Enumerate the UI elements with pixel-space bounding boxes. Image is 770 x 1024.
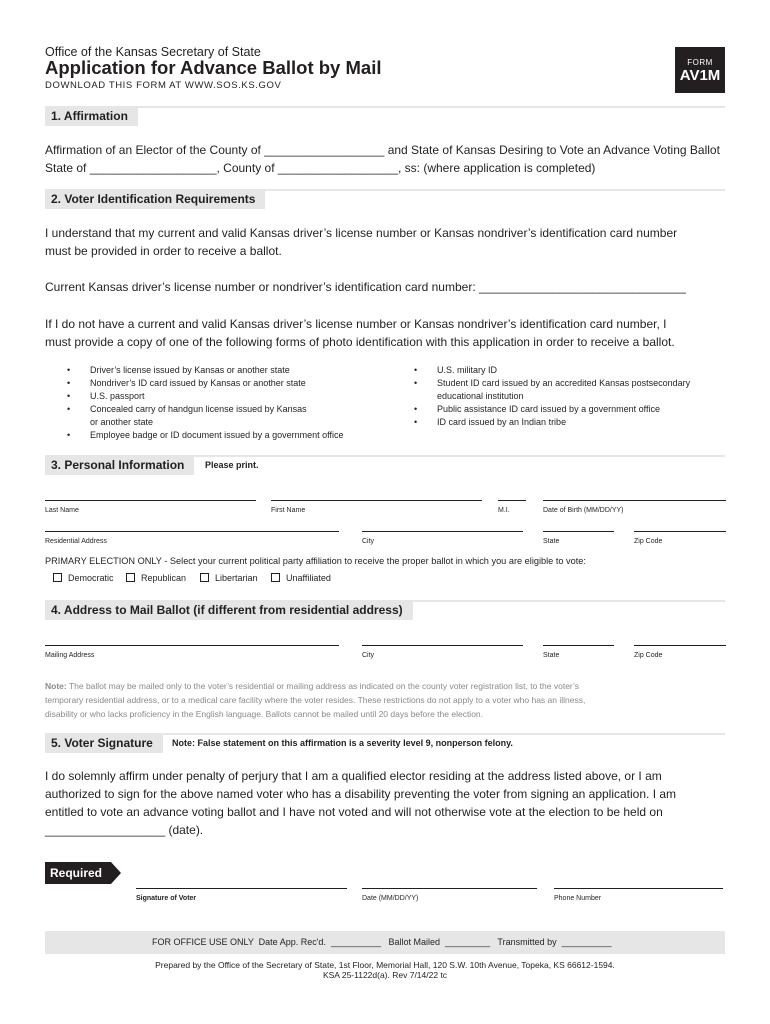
middle-initial-input[interactable]	[498, 500, 526, 501]
checkbox[interactable]	[200, 573, 209, 582]
signature-label: Signature of Voter	[136, 895, 197, 902]
oath-line-3: entitled to vote an advance voting ballot and I have not voted and will not otherwise vote at the election to be held on	[45, 805, 663, 819]
mailing-address-input[interactable]	[45, 645, 339, 646]
checkbox[interactable]	[271, 573, 280, 582]
state-input[interactable]	[543, 531, 614, 532]
mail-state-label: State	[543, 652, 560, 659]
list-item: • U.S. passport	[67, 390, 387, 403]
mailing-address-label: Mailing Address	[45, 652, 95, 659]
list-item: • Concealed carry of handgun license issued by Kansas	[67, 403, 387, 416]
oath-line-2: authorized to sign for the above named voter who has a disability preventing the voter from signing an application. I am	[45, 787, 677, 801]
arrow-icon	[111, 862, 121, 884]
zip-input[interactable]	[634, 531, 726, 532]
office-name: Office of the Kansas Secretary of State	[45, 45, 261, 59]
party-republican[interactable]: Republican	[126, 573, 186, 583]
photo-id-line-2: must provide a copy of one of the following forms of photo identification with this application in order to receive a ballot.	[45, 335, 675, 349]
license-number-field[interactable]: Current Kansas driver’s license number or nondriver’s identification card number: _______________________________	[45, 280, 686, 294]
list-item: • Employee badge or ID document issued by a government office	[67, 429, 387, 442]
state-label: State	[543, 538, 560, 545]
footer-statute: KSA 25-1122d(a). Rev 7/14/22 tc	[322, 970, 448, 980]
section-divider	[45, 106, 725, 108]
mi-label: M.I.	[498, 507, 510, 514]
phone-label: Phone Number	[554, 895, 602, 902]
section-3-heading: 3. Personal Information	[45, 455, 194, 475]
mail-zip-label: Zip Code	[634, 652, 663, 659]
section-5-note: Note: False statement on this affirmation is a severity level 9, nonperson felony.	[172, 738, 513, 748]
page-title: Application for Advance Ballot by Mail	[45, 57, 382, 78]
election-date-field[interactable]: __________________ (date).	[45, 823, 204, 837]
photo-id-line-1: If I do not have a current and valid Kansas driver’s license number or Kansas nondriver’s identification card number, I	[45, 317, 667, 331]
section-3-note: Please print.	[205, 460, 259, 470]
checkbox[interactable]	[53, 573, 62, 582]
form-code-badge	[675, 47, 725, 93]
party-democratic[interactable]: Democratic	[53, 573, 114, 583]
residential-address-label: Residential Address	[45, 538, 107, 545]
list-item: • Public assistance ID card issued by a government office	[414, 403, 734, 416]
id-requirement-line-1: I understand that my current and valid Kansas driver’s license number or Kansas nondriver’s identification card number	[45, 226, 678, 240]
last-name-label: Last Name	[45, 507, 79, 514]
required-label: Required	[45, 862, 111, 884]
photo-id-list-left	[67, 364, 387, 442]
section-4-heading: 4. Address to Mail Ballot (if different from residential address)	[45, 600, 413, 620]
dob-label: Date of Birth (MM/DD/YY)	[543, 507, 624, 514]
affirmation-line-2: State of ___________________, County of __________________, ss: (where application is completed)	[45, 161, 596, 175]
zip-label: Zip Code	[634, 538, 663, 545]
last-name-input[interactable]	[45, 500, 256, 501]
form-label: FORM	[687, 58, 713, 67]
download-note: DOWNLOAD THIS FORM AT WWW.SOS.KS.GOV	[45, 80, 282, 91]
footer-prepared-by: Prepared by the Office of the Secretary of State, 1st Floor, Memorial Hall, 120 S.W. 10th Avenue, Topeka, KS 66612-1594.	[155, 960, 615, 970]
section-5-heading: 5. Voter Signature	[45, 733, 163, 753]
primary-election-text: PRIMARY ELECTION ONLY - Select your current political party affiliation to receive the proper ballot in which you are eligible to vote:	[45, 556, 586, 566]
party-unaffiliated[interactable]: Unaffiliated	[271, 573, 331, 583]
phone-input[interactable]	[554, 888, 723, 889]
section-2-heading: 2. Voter Identification Requirements	[45, 189, 265, 209]
form-code: AV1M	[679, 67, 721, 84]
first-name-label: First Name	[271, 507, 306, 514]
list-item: • Student ID card issued by an accredited Kansas postsecondary	[414, 377, 734, 390]
office-use-bar: FOR OFFICE USE ONLY Date App. Rec'd. __________ Ballot Mailed _________ Transmitted by __________	[45, 931, 725, 954]
residential-address-input[interactable]	[45, 531, 339, 532]
mail-state-input[interactable]	[543, 645, 614, 646]
list-item: • Driver’s license issued by Kansas or another state	[67, 364, 387, 377]
list-item: • Nondriver’s ID card issued by Kansas or another state	[67, 377, 387, 390]
party-libertarian[interactable]: Libertarian	[200, 573, 258, 583]
checkbox[interactable]	[126, 573, 135, 582]
list-item: • U.S. military ID	[414, 364, 734, 377]
id-requirement-line-2: must be provided in order to receive a ballot.	[45, 244, 282, 258]
signature-input[interactable]	[136, 888, 347, 889]
city-label: City	[362, 538, 375, 545]
list-item-continuation: or another state	[90, 417, 154, 427]
first-name-input[interactable]	[271, 500, 482, 501]
affirmation-line-1: Affirmation of an Elector of the County of __________________ and State of Kansas Desiring to Vote an Advance Voting Ballot	[45, 143, 720, 157]
list-item-continuation: educational institution	[437, 391, 524, 401]
mail-city-input[interactable]	[362, 645, 523, 646]
dob-input[interactable]	[543, 500, 726, 501]
signature-date-label: Date (MM/DD/YY)	[362, 895, 419, 902]
section-1-heading: 1. Affirmation	[45, 106, 138, 126]
list-item: • ID card issued by an Indian tribe	[414, 416, 734, 429]
city-input[interactable]	[362, 531, 523, 532]
signature-date-input[interactable]	[362, 888, 537, 889]
mail-city-label: City	[362, 652, 375, 659]
required-tag	[45, 862, 121, 884]
mailing-note: Note: The ballot may be mailed only to the voter’s residential or mailing address as indicated on the county voter registration list, to the voter’s temporary residential address, or to a medical care facility where the voter resides. These restrictions do not apply to a voter who has an illness, disability or who lacks proficiency in the English language. Ballots cannot be mailed until 20 days before the election.	[45, 681, 586, 719]
mail-zip-input[interactable]	[634, 645, 726, 646]
oath-line-1: I do solemnly affirm under penalty of perjury that I am a qualified elector residing at the address listed above, or I am	[45, 769, 662, 783]
photo-id-list-right	[414, 364, 734, 429]
